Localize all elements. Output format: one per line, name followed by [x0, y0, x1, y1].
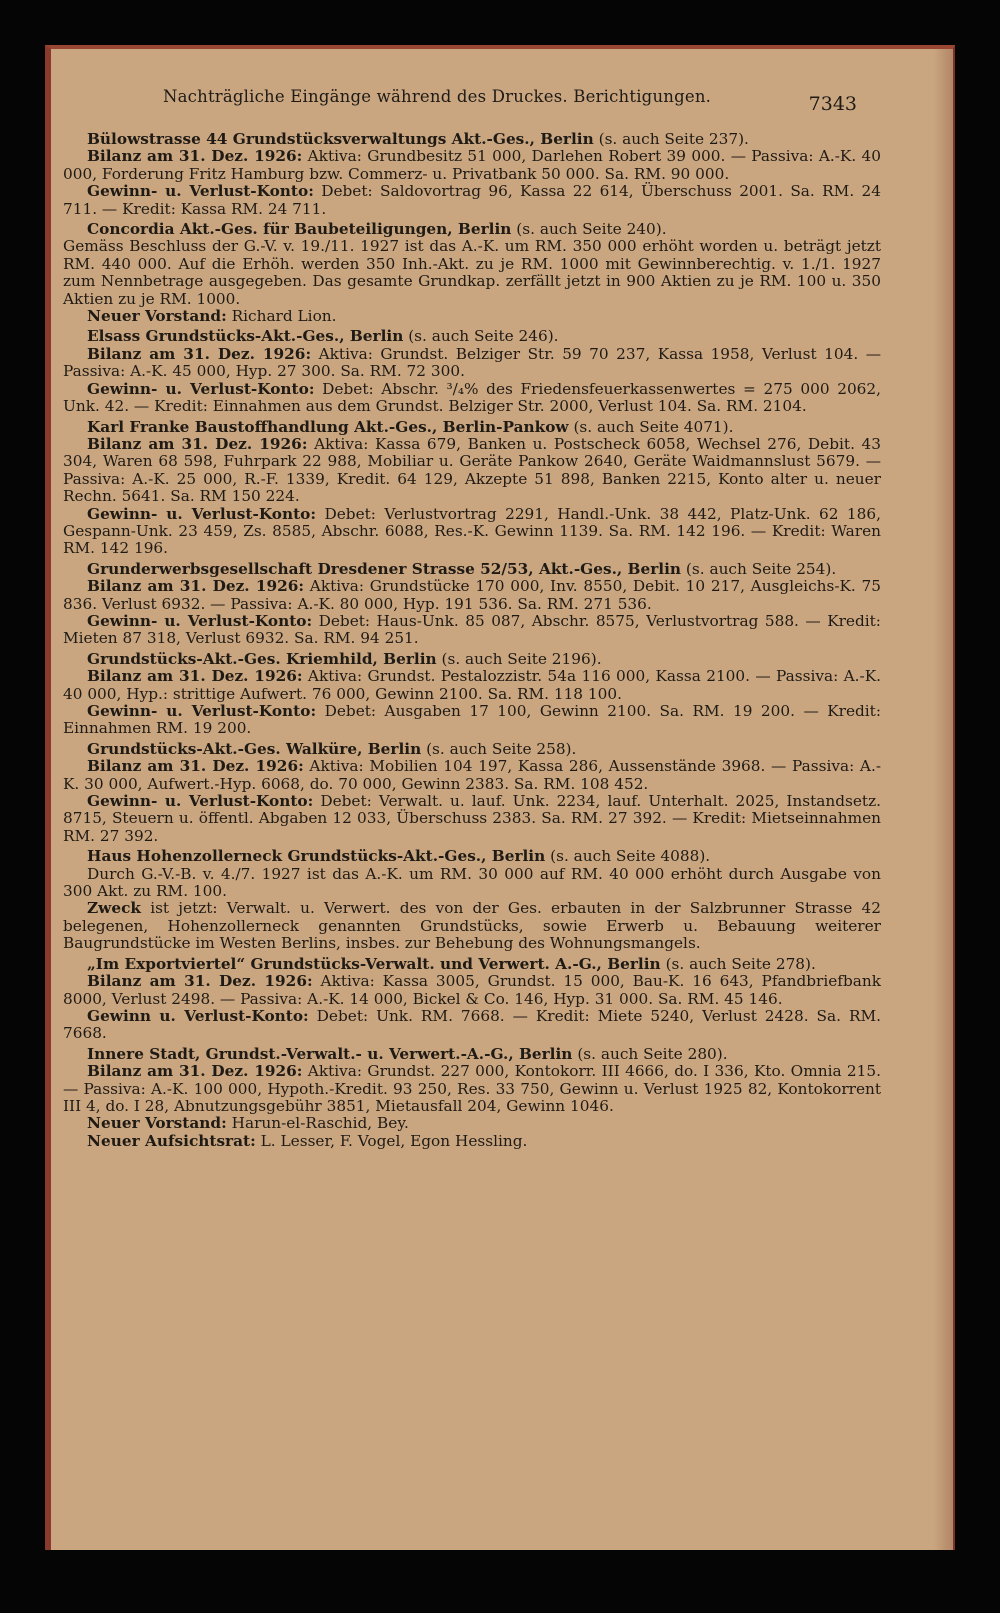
paragraph-lead: Gewinn- u. Verlust-Konto: — [87, 792, 314, 811]
paragraph-text: Aktiva: Grundst. Pestalozzistr. 54a 116 000, Kassa 2100. — Passiva: A.-K. 40 000, Hyp.: strittige Aufwert. 76 000, Gewinn 2100. Sa. RM. 118 100. — [63, 667, 881, 703]
paragraph-lead: Neuer Aufsichtsrat: — [87, 1131, 256, 1150]
page-number: 7343 — [808, 93, 857, 115]
company-entry — [63, 561, 881, 648]
company-entry — [63, 328, 881, 415]
paragraph-lead: Gewinn- u. Verlust-Konto: — [87, 702, 317, 720]
page-reference: (s. auch Seite 4071). — [573, 417, 734, 436]
paragraph-text: Aktiva: Grundbesitz 51 000, Darlehen Robert 39 000. — Passiva: A.-K. 40 000, Forderung Fritz Hamburg bzw. Commerz- u. Privatbank 50 000. Sa. RM. 90 000. — [63, 147, 881, 183]
paragraph-text: Aktiva: Grundst. 227 000, Kontokorr. III 4666, do. I 336, Kto. Omnia 215. — Passiva: A.-K. 100 000, Hypoth.-Kredit. 93 250, Res. 33 750, Gewinn u. Verlust 1925 82, Kontokorrent III 4, do. I 28, Abnutzungsgebühr 3851, Mietausfall 204, Gewinn 1046. — [63, 1062, 881, 1115]
paragraph-text: Gemäss Beschluss der G.-V. v. 19./11. 1927 ist das A.-K. um RM. 350 000 erhöht worden u. beträgt jetzt RM. 440 000. Auf die Erhöh. werden 350 Inh.-Akt. zu je RM. 1000 mit Gewinnberechtig. v. 1./1. 1927 zum Nennbetrage ausgegeben. Das gesamte Grundkap. zerfällt jetzt in 900 Aktien zu je RM. 100 u. 350 Aktien zu je RM. 1000. — [63, 237, 881, 308]
paragraph-lead: Gewinn- u. Verlust-Konto: — [87, 182, 314, 201]
paragraph-text: Debet: Verlustvortrag 2291, Handl.-Unk. 38 442, Platz-Unk. 62 186, Gespann-Unk. 23 459, Zs. 8585, Abschr. 6088, Res.-K. Gewinn 1139. Sa. RM. 142 196. — Kredit: Waren RM. 142 196. — [63, 504, 881, 558]
page-reference: (s. auch Seite 4088). — [550, 847, 711, 866]
paragraph-text: Durch G.-V.-B. v. 4./7. 1927 ist das A.-K. um RM. 30 000 auf RM. 40 000 erhöht durch Ausgabe von 300 Akt. zu RM. 100. — [63, 864, 881, 901]
paragraph-text: Aktiva: Grundstücke 170 000, Inv. 8550, Debit. 10 217, Ausgleichs-K. 75 836. Verlust 6932. — Passiva: A.-K. 80 000, Hyp. 191 536. Sa. RM. 271 536. — [63, 577, 881, 613]
paragraph-lead: Bilanz am 31. Dez. 1926: — [87, 577, 305, 596]
company-entry — [63, 131, 881, 218]
paragraph-text: Debet: Verwalt. u. lauf. Unk. 2234, lauf. Unterhalt. 2025, Instandsetz. 8715, Steuern u. öffentl. Abgaben 12 033, Überschuss 2383. Sa. RM. 27 392. — Kredit: Mietseinnahmen RM. 27 392. — [63, 792, 881, 845]
company-entry — [63, 848, 881, 952]
company-entry — [63, 651, 881, 738]
paragraph-text: Debet: Ausgaben 17 100, Gewinn 2100. Sa. RM. 19 200. — Kredit: Einnahmen RM. 19 200. — [63, 702, 881, 738]
company-name: Innere Stadt, Grundst.-Verwalt.- u. Verwert.-A.-G., Berlin — [87, 1044, 573, 1063]
company-name: Haus Hohenzollerneck Grundstücks-Akt.-Ges., Berlin — [87, 847, 546, 866]
company-name: Elsass Grundstücks-Akt.-Ges., Berlin — [87, 327, 404, 346]
company-entry — [63, 221, 881, 325]
page-reference: (s. auch Seite 2196). — [441, 649, 602, 668]
paragraph-lead: Neuer Vorstand: — [87, 1114, 227, 1133]
page-reference: (s. auch Seite 254). — [685, 559, 837, 578]
paragraph-text: Debet: Haus-Unk. 85 087, Abschr. 8575, Verlustvortrag 588. — Kredit: Mieten 87 318, Verlust 6932. Sa. RM. 94 251. — [63, 611, 881, 648]
paragraph-text: Richard Lion. — [231, 307, 337, 326]
paragraph-lead: Bilanz am 31. Dez. 1926: — [87, 147, 303, 166]
paragraph-text: ist jetzt: Verwalt. u. Verwert. des von der Ges. erbauten in der Salzbrunner Strasse 42 belegenen, Hohenzollerneck genannten Grundstücks, sowie Erwerb u. Bebauung weiterer Baugrundstücke im Westen Berlins, insbes. zur Behebung des Wohnungsmangels. — [63, 899, 881, 953]
paragraph-text: Aktiva: Mobilien 104 197, Kassa 286, Aussenstände 3968. — Passiva: A.-K. 30 000, Aufwert.-Hyp. 6068, do. 70 000, Gewinn 2383. Sa. RM. 108 452. — [63, 757, 881, 793]
paragraph-lead: Gewinn u. Verlust-Konto: — [87, 1006, 309, 1025]
paragraph-lead: Bilanz am 31. Dez. 1926: — [87, 344, 312, 363]
paragraph-text: Debet: Saldovortrag 96, Kassa 22 614, Überschuss 2001. Sa. RM. 24 711. — Kredit: Kassa RM. 24 711. — [63, 182, 881, 218]
paragraph-lead: Bilanz am 31. Dez. 1926: — [87, 757, 304, 776]
paragraph-lead: Neuer Vorstand: — [87, 307, 227, 326]
company-entry — [63, 956, 881, 1043]
company-name: Grundstücks-Akt.-Ges. Kriemhild, Berlin — [87, 649, 437, 668]
page-reference: (s. auch Seite 246). — [408, 327, 559, 346]
paragraph-lead: Bilanz am 31. Dez. 1926: — [87, 972, 313, 991]
paragraph-text: Aktiva: Kassa 679, Banken u. Postscheck 6058, Wechsel 276, Debit. 43 304, Waren 68 598, Fuhrpark 22 988, Mobiliar u. Geräte Pankow 2640, Geräte Waidmannslust 5679. — Passiva: A.-K. 25 000, R.-F. 1339, Kredit. 64 129, Akzepte 51 898, Banken 2215, Konto alter u. neuer Rechn. 5641. Sa. RM 150 224. — [63, 434, 881, 506]
page-reference: (s. auch Seite 278). — [665, 954, 816, 973]
entries-body — [63, 131, 881, 1153]
page-reference: (s. auch Seite 258). — [426, 739, 577, 758]
company-name: Concordia Akt.-Ges. für Baubeteiligungen, Berlin — [87, 220, 512, 239]
page-reference: (s. auch Seite 237). — [598, 130, 749, 148]
company-name: Karl Franke Baustoffhandlung Akt.-Ges., Berlin-Pankow — [87, 417, 569, 436]
company-name: „Im Exportviertel“ Grundstücks-Verwalt. und Verwert. A.-G., Berlin — [87, 954, 661, 973]
company-name: Grundstücks-Akt.-Ges. Walküre, Berlin — [87, 739, 422, 758]
paragraph-text: Aktiva: Grundst. Belziger Str. 59 70 237, Kassa 1958, Verlust 104. — Passiva: A.-K. 45 000, Hyp. 27 300. Sa. RM. 72 300. — [63, 344, 881, 381]
paragraph-lead: Gewinn- u. Verlust-Konto: — [87, 504, 317, 523]
paragraph-lead: Bilanz am 31. Dez. 1926: — [87, 434, 308, 453]
paragraph-lead: Bilanz am 31. Dez. 1926: — [87, 1062, 303, 1081]
company-name: Grunderwerbsgesellschaft Dresdener Strasse 52/53, Akt.-Ges., Berlin — [87, 559, 682, 578]
page-reference: (s. auch Seite 240). — [516, 220, 667, 239]
book-page — [45, 45, 955, 1550]
company-entry — [63, 741, 881, 845]
paragraph-text: Harun-el-Raschid, Bey. — [231, 1114, 409, 1133]
paragraph-text: Aktiva: Kassa 3005, Grundst. 15 000, Bau-K. 16 643, Pfandbriefbank 8000, Verlust 2498. — Passiva: A.-K. 14 000, Bickel & Co. 146, Hyp. 31 000. Sa. RM. 45 146. — [63, 972, 881, 1008]
page-reference: (s. auch Seite 280). — [577, 1044, 728, 1063]
paragraph-text: Debet: Abschr. ³/₄% des Friedensfeuerkassenwertes = 275 000 2062, Unk. 42. — Kredit: Einnahmen aus dem Grundst. Belziger Str. 2000, Verlust 104. Sa. RM. 2104. — [63, 379, 881, 416]
paragraph-lead: Bilanz am 31. Dez. 1926: — [87, 667, 303, 686]
running-title: Nachträgliche Eingänge während des Druckes. Berichtigungen. — [163, 87, 712, 106]
company-name: Bülowstrasse 44 Grundstücksverwaltungs Akt.-Ges., Berlin — [87, 130, 594, 148]
paragraph-text: L. Lesser, F. Vogel, Egon Hessling. — [260, 1131, 528, 1150]
paragraph-lead: Gewinn- u. Verlust-Konto: — [87, 379, 315, 398]
paragraph-lead: Gewinn- u. Verlust-Konto: — [87, 611, 313, 630]
company-entry — [63, 1046, 881, 1150]
paragraph-text: Debet: Unk. RM. 7668. — Kredit: Miete 5240, Verlust 2428. Sa. RM. 7668. — [63, 1006, 881, 1043]
paragraph-lead: Zweck — [87, 899, 141, 918]
company-entry — [63, 419, 881, 558]
